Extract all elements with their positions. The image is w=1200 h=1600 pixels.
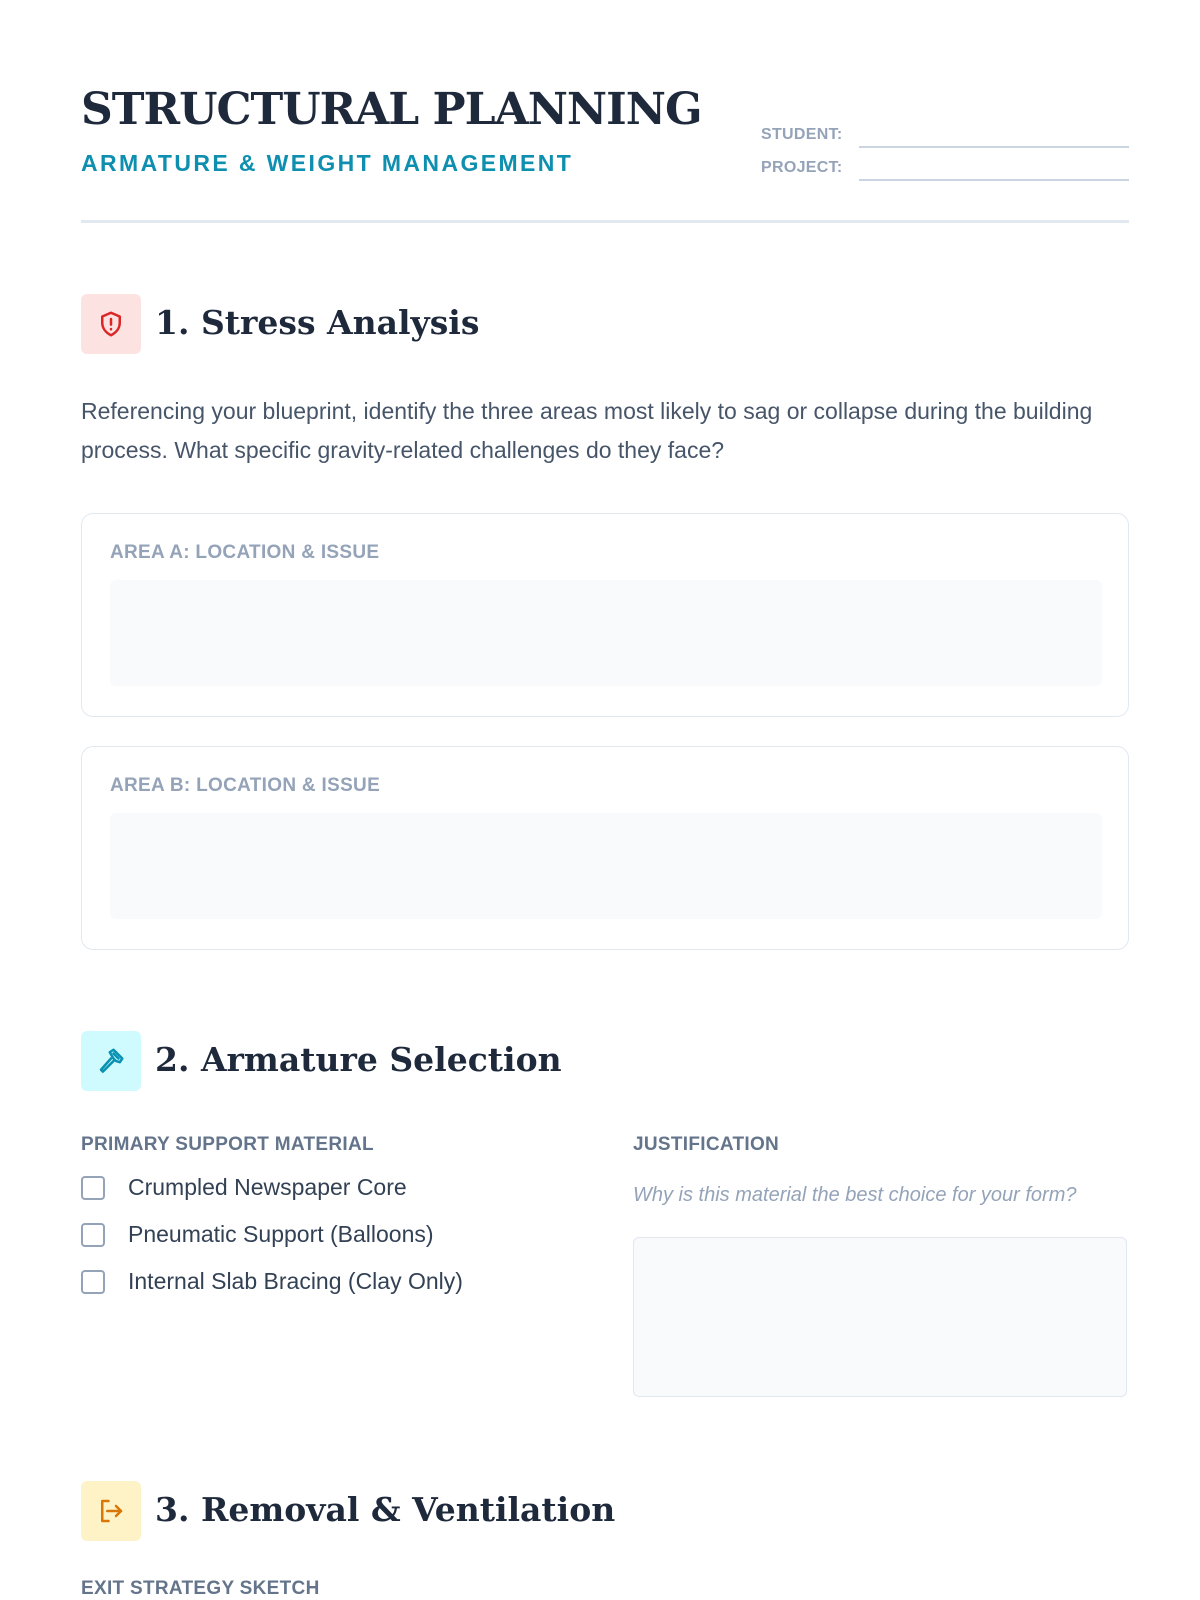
student-field[interactable] xyxy=(761,124,1131,146)
option-label: Pneumatic Support (Balloons) xyxy=(128,1221,434,1247)
hammer-icon xyxy=(81,1031,141,1091)
area-b-label: AREA B: LOCATION & ISSUE xyxy=(110,775,381,796)
section-intro-text: Referencing your blueprint, identify the three areas most likely to sag or collapse during the building process. What specific gravity-related challenges do they face? xyxy=(81,398,1093,463)
project-field[interactable] xyxy=(761,157,1131,179)
student-label: STUDENT: xyxy=(761,126,843,143)
checkbox[interactable] xyxy=(81,1270,105,1294)
project-label: PROJECT: xyxy=(761,159,843,176)
option-label: Crumpled Newspaper Core xyxy=(128,1174,407,1200)
area-a-card xyxy=(81,513,1129,717)
section-armature-selection-header xyxy=(81,1031,981,1091)
option-slab-bracing[interactable] xyxy=(81,1268,601,1298)
section-title: 1. Stress Analysis xyxy=(155,303,480,342)
option-pneumatic-support[interactable] xyxy=(81,1221,601,1251)
area-a-input[interactable] xyxy=(110,580,1102,686)
area-b-input[interactable] xyxy=(110,813,1102,919)
shield-alert-icon xyxy=(81,294,141,354)
checkbox[interactable] xyxy=(81,1176,105,1200)
option-newspaper-core[interactable] xyxy=(81,1174,601,1204)
sketch-label: EXIT STRATEGY SKETCH xyxy=(81,1578,320,1599)
header-divider xyxy=(81,220,1129,223)
checkbox[interactable] xyxy=(81,1223,105,1247)
student-input-line[interactable] xyxy=(859,146,1129,148)
page-title: STRUCTURAL PLANNING xyxy=(81,84,702,135)
section-title: 3. Removal & Ventilation xyxy=(155,1490,616,1529)
area-b-card xyxy=(81,746,1129,950)
section-stress-analysis-header xyxy=(81,294,981,354)
project-input-line[interactable] xyxy=(859,179,1129,181)
section-title: 2. Armature Selection xyxy=(155,1040,562,1079)
justification-input[interactable] xyxy=(633,1237,1127,1397)
area-a-label: AREA A: LOCATION & ISSUE xyxy=(110,542,380,563)
justification-hint: Why is this material the best choice for your form? xyxy=(633,1184,1077,1206)
page-subtitle: ARMATURE & WEIGHT MANAGEMENT xyxy=(81,150,574,176)
option-label: Internal Slab Bracing (Clay Only) xyxy=(128,1268,463,1294)
section-removal-ventilation-header xyxy=(81,1481,981,1541)
material-label: PRIMARY SUPPORT MATERIAL xyxy=(81,1134,374,1155)
justification-label: JUSTIFICATION xyxy=(633,1134,780,1155)
exit-icon xyxy=(81,1481,141,1541)
